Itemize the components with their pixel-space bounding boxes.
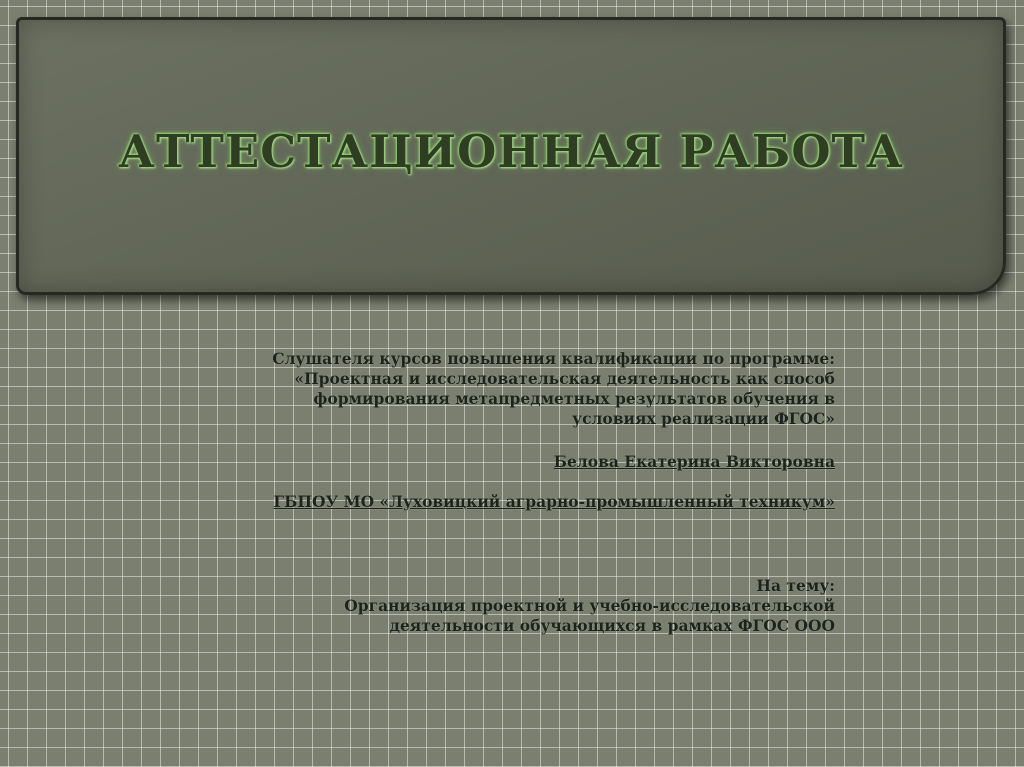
course-line: «Проектная и исследовательская деятельность как способ: [294, 369, 835, 388]
title-panel: [16, 17, 1006, 295]
course-line: Слушателя курсов повышения квалификации по программе:: [272, 349, 835, 368]
author-name: Белова Екатерина Викторовна: [553, 452, 835, 471]
author-block: [180, 452, 835, 472]
topic-line: Организация проектной и учебно-исследовательской: [344, 596, 835, 615]
topic-block: [180, 576, 835, 636]
institution-block: [180, 492, 835, 512]
course-description: [180, 349, 835, 429]
topic-label: На тему:: [756, 576, 835, 595]
course-line: формирования метапредметных результатов обучения в: [313, 389, 835, 408]
institution-name: ГБПОУ МО «Луховицкий аграрно-промышленный техникум»: [273, 492, 835, 511]
slide-title: АТТЕСТАЦИОННАЯ РАБОТА: [118, 125, 904, 178]
topic-line: деятельности обучающихся в рамках ФГОС ООО: [389, 616, 835, 635]
course-line: условиях реализации ФГОС»: [572, 409, 835, 428]
